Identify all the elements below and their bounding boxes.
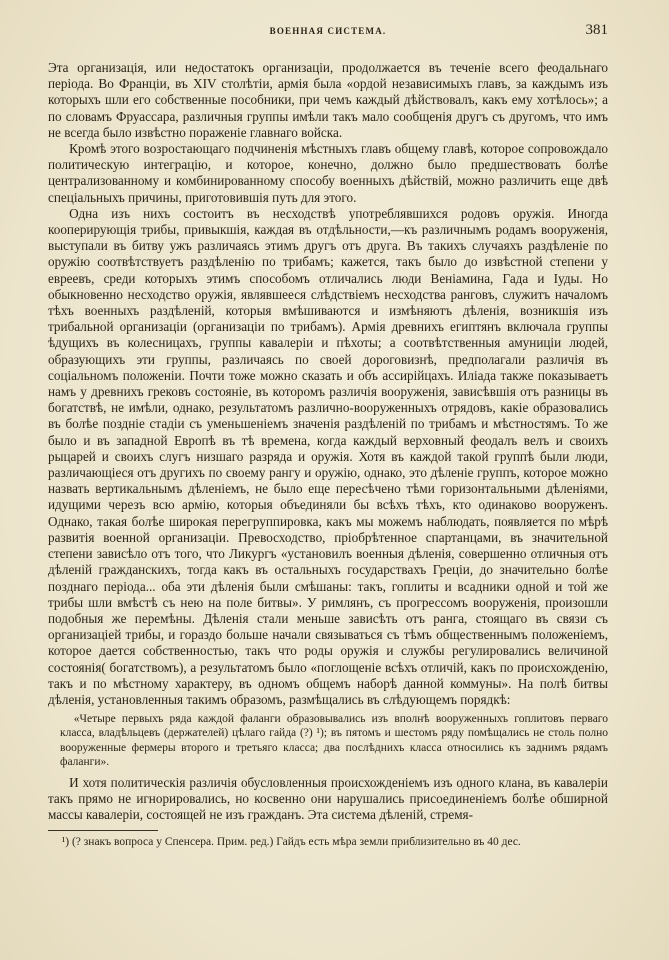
page-number: 381: [585, 22, 608, 38]
quote-text: «Четыре первыхъ ряда каждой фаланги образовывались изъ вполнѣ вооруженныхъ гоплитовъ перваго класса, владѣльцевъ (держателей) цѣлаго гайда (?) ¹); въ пятомъ и шестомъ ряду помѣщались не столь полно вооруженные фермеры второго и третьяго класса; два послѣднихъ класса относились къ заднимъ рядамъ фаланги».: [60, 713, 608, 768]
paragraph-1: Эта организація, или недостатокъ организаціи, продолжается въ теченіе всего феодальнаго періода. Во Франціи, въ XIV столѣтіи, армія была «ордой независимыхъ главъ, за каждымъ изъ которыхъ шли его собственные пособники, при чемъ каждый дѣйствовалъ, какъ ему хотѣлось»; а по словамъ Фруассара, различныя группы имѣли такъ мало сообщенія другъ съ другомъ, что имъ не всегда было извѣстно пораженіе главнаго войска.: [48, 60, 608, 140]
footnote-text: ¹) (? знакъ вопроса у Спенсера. Прим. ред.) Гайдъ есть мѣра земли приблизительно въ 40 дес.: [61, 835, 521, 848]
running-head: [48, 22, 608, 44]
footnote: [48, 835, 608, 849]
body-text: [48, 60, 608, 849]
block-quote: [48, 712, 608, 769]
paragraph-3: Одна изъ нихъ состоитъ въ несходствѣ употреблявшихся родовъ оружія. Иногда кооперирующія трибы, привыкшія, каждая въ отдѣльности,—къ различнымъ родамъ вооруженія, выступали въ битву ужъ различаясь этимъ другъ отъ друга. Въ такихъ случаяхъ раздѣленіе по оружію соотвѣтствуетъ раздѣленію по трибамъ; кажется, такъ было до извѣстной степени у евреевъ, среди которыхъ этимъ способомъ отличались люди Веніамина, Гада и Іуды. Но обыкновенно несходство оружія, являвшееся слѣдствіемъ несходства ранговъ, служитъ началомъ тѣхъ военныхъ раздѣленій, которыя вмѣшиваются и измѣняютъ дѣленія, возникшія изъ трибальной организаціи (организаціи по трибамъ). Армія древнихъ египтянъ включала группы ѣдущихъ въ колесницахъ, группы кавалеріи и пѣхоты; а соотвѣтственныя амуниціи людей, образующихъ эти группы, различаясь по своей дороговизнѣ, предполагали различія въ соціальномъ положеніи. Почти тоже можно сказать и объ ассирійцахъ. Иліада также показываетъ намъ у древнихъ грековъ состояніе, въ которомъ различія вооруженія, зависѣвшія отъ разницы въ богатствѣ, не имѣли, однако, результатомъ различно-вооруженныхъ отрядовъ, какіе образовались въ болѣе поздніе стадіи съ уменьшеніемъ значенія раздѣленій по трибамъ и мѣстностямъ. То же было и въ западной Европѣ въ тѣ времена, когда каждый верховный феодалъ велъ и своихъ рыцарей и своихъ слугъ низшаго разряда и оружія. Хотя въ каждой такой группѣ были люди, различающіеся отъ другихъ по своему рангу и оружію, однако, это дѣленіе группъ, которое можно назвать вертикальнымъ дѣленіемъ, не было еще пересѣчено тѣми горизонтальными дѣленіями, идущими черезъ всю армію, которыя объединяли бы всѣхъ тѣхъ, кто одинаково вооруженъ. Однако, такая болѣе широкая перегруппировка, какъ мы можемъ наблюдать, появляется по мѣрѣ развитія военной организаціи. Превосходство, пріобрѣтенное спартанцами, въ значительной степени зависѣло отъ того, что Ликургъ «установилъ военныя дѣленія, совершенно отличныя отъ дѣленій гражданскихъ, тогда какъ въ остальныхъ государствахъ Греціи, до значительно болѣе позднаго періода... оба эти дѣленія были смѣшаны: такъ, гоплиты и всадники одной и той же трибы шли вмѣстѣ съ нею на поле битвы». У римлянъ, съ прогрессомъ вооруженія, произошли подобныя же перемѣны. Дѣленія стали меньше зависѣть отъ ранга, стоящаго въ связи съ организаціей трибы, и гораздо больше начали связываться съ тѣмъ общественнымъ положеніемъ, которое дается собственностью, такъ что роды оружія и службы регулировались величиной состоянія( богатствомъ), а результатомъ было «поглощеніе всѣхъ отличій, какъ по происхожденію, такъ и по мѣстному характеру, въ одномъ общемъ наборѣ данной коммуны». На полѣ битвы дѣленія, установленныя такимъ образомъ, размѣщались въ слѣдующемъ порядкѣ:: [48, 205, 608, 707]
footnote-divider: [48, 830, 158, 831]
paragraph-2: Кромѣ этого возростающаго подчиненія мѣстныхъ главъ общему главѣ, которое сопровождало политическую интеграцію, и которое, конечно, должно было предшествовать болѣе централизованному и комбинированному способу военныхъ дѣйствій, можно различить еще двѣ спеціальныхъ причины, приготовившія путь для этого.: [48, 141, 608, 205]
running-title: ВОЕННАЯ СИСТЕМА.: [269, 26, 387, 36]
paragraph-4: И хотя политическія различія обусловленныя происхожденіемъ изъ одного клана, въ кавалеріи такъ прямо не игнорировались, но косвенно они нарушались присоединеніемъ болѣе обширной массы кавалеріи, состоящей не изъ гражданъ. Эта система дѣленій, стремя-: [48, 774, 608, 823]
